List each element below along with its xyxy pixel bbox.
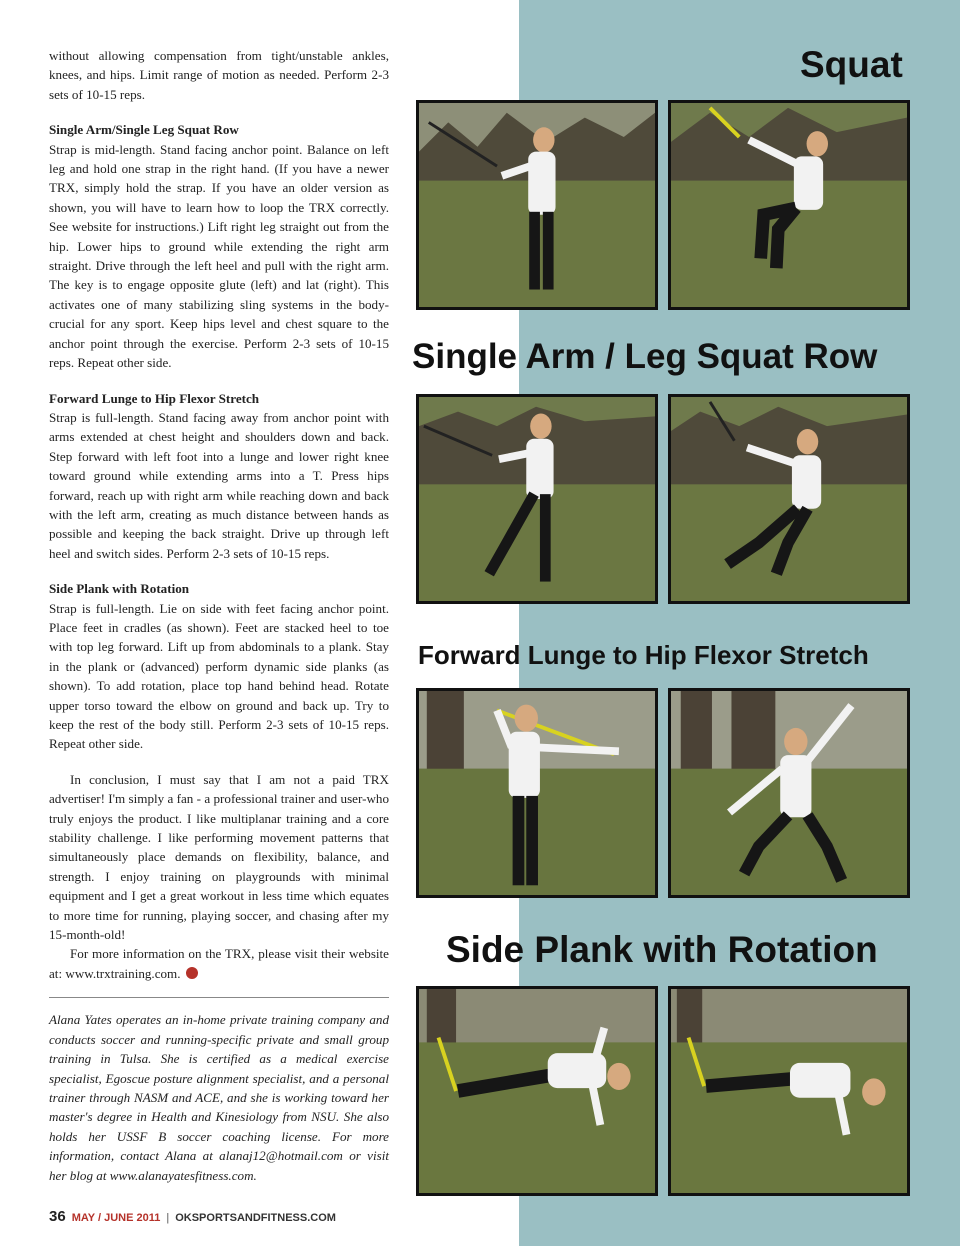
heading-plank: Side Plank with Rotation [446, 929, 878, 970]
lunge-photo-1 [416, 688, 658, 898]
row-photo-2 [668, 394, 910, 604]
conclusion-paragraph: In conclusion, I must say that I am not a paid TRX advertiser! I'm simply a fan - a professional trainer and user-who truly enjoys the product. I like multiplanar training and a core stability challenge. I like performing movement patterns that simultaneously place demands on flexibility, balance, and strength. I enjoy training on playgrounds with minimal equipment and I get a great workout in less time which equates to more time for running, playing soccer, and chasing after my 15-month-old! [49, 771, 389, 943]
author-bio: Alana Yates operates an in-home private training company and conducts soccer and running-specific private and small group training in Tulsa. She is certified as a medical exercise specialist, Egoscue posture alignment specialist, and a personal trainer through NASM and ACE, and she is working toward her master's degree in Health and Kinesiology from NSU. She also holds her USSF B soccer coaching license. For more information, contact Alana at alanaj12@hotmail.com or visit her blog at www.alanayatesfitness.com. [49, 1012, 389, 1183]
plank-photo-2 [668, 986, 910, 1196]
squat-photo-1 [416, 100, 658, 310]
heading-lunge: Forward Lunge to Hip Flexor Stretch [418, 640, 869, 670]
section-title-side-plank: Side Plank with Rotation [49, 581, 190, 597]
section-body-side-plank: Strap is full-length. Lie on side with feet facing anchor point. Place feet in cradles (as shown). Feet are stacked heel to toe with top leg forward. Lift up from abdominals to a plank. Stay in the plank or (advanced) perform dynamic side planks (as shown). To add rotation, place top hand behind head. Rotate upper torso toward the elbow on ground and back up. Try to keep the rest of the body still. Perform 2-3 sets of 10-15 reps. Repeat other side. [49, 600, 389, 752]
more-info-text: For more information on the TRX, please visit their website at: www.trxtraining.com. [49, 946, 389, 981]
section-body-squat-row: Strap is mid-length. Stand facing anchor point. Balance on left leg and hold one strap in the right hand. (If you have a newer TRX, simply hold the strap. If you have an older version as shown, you will have to learn how to loop the TRX correctly. See website for instructions.) Lift right leg straight out from the hip. Lower hips to ground while extending the right arm straight. Drive through the left heel and pull with the right arm. The key is to engage opposite glute (left) and lat (right). This activates one of many stabilizing sling systems in the body-crucial for any sport. Keep hips level and chest square to the anchor point through the exercise. Perform 2-3 sets of 10-15 reps. Repeat other side. [49, 141, 389, 371]
page-footer [49, 1208, 336, 1225]
section-body-lunge: Strap is full-length. Stand facing away from anchor point with arms extended at chest height and shoulders down and back. Step forward with left foot into a lunge and lower right knee toward ground while extending arms into a T. Press hips forward, reach up with right arm while reaching down and back with the left arm, creating as much distance between hands as possible and keeping the back straight. Drive up through left heel and switch sides. Perform 2-3 sets of 10-15 reps. [49, 409, 389, 561]
article-column [49, 46, 389, 1185]
page-number: 36 [49, 1208, 66, 1225]
magazine-logo-icon [186, 967, 198, 979]
squat-photo-2 [668, 100, 910, 310]
bio-divider [49, 997, 389, 998]
heading-squat: Squat [800, 44, 903, 85]
lunge-photo-2 [668, 688, 910, 898]
heading-row: Single Arm / Leg Squat Row [412, 337, 878, 376]
intro-paragraph: without allowing compensation from tight/unstable ankles, knees, and hips. Limit range of motion as needed. Perform 2-3 sets of 10-15 reps. [49, 48, 389, 102]
section-title-lunge: Forward Lunge to Hip Flexor Stretch [49, 390, 260, 406]
more-info-paragraph [49, 944, 389, 983]
website-link[interactable]: OKSPORTSANDFITNESS.COM [175, 1212, 336, 1224]
issue-date: MAY / JUNE 2011 [71, 1212, 161, 1224]
plank-photo-1 [416, 986, 658, 1196]
section-title-squat-row: Single Arm/Single Leg Squat Row [49, 122, 239, 138]
footer-separator: | [166, 1212, 170, 1224]
row-photo-1 [416, 394, 658, 604]
